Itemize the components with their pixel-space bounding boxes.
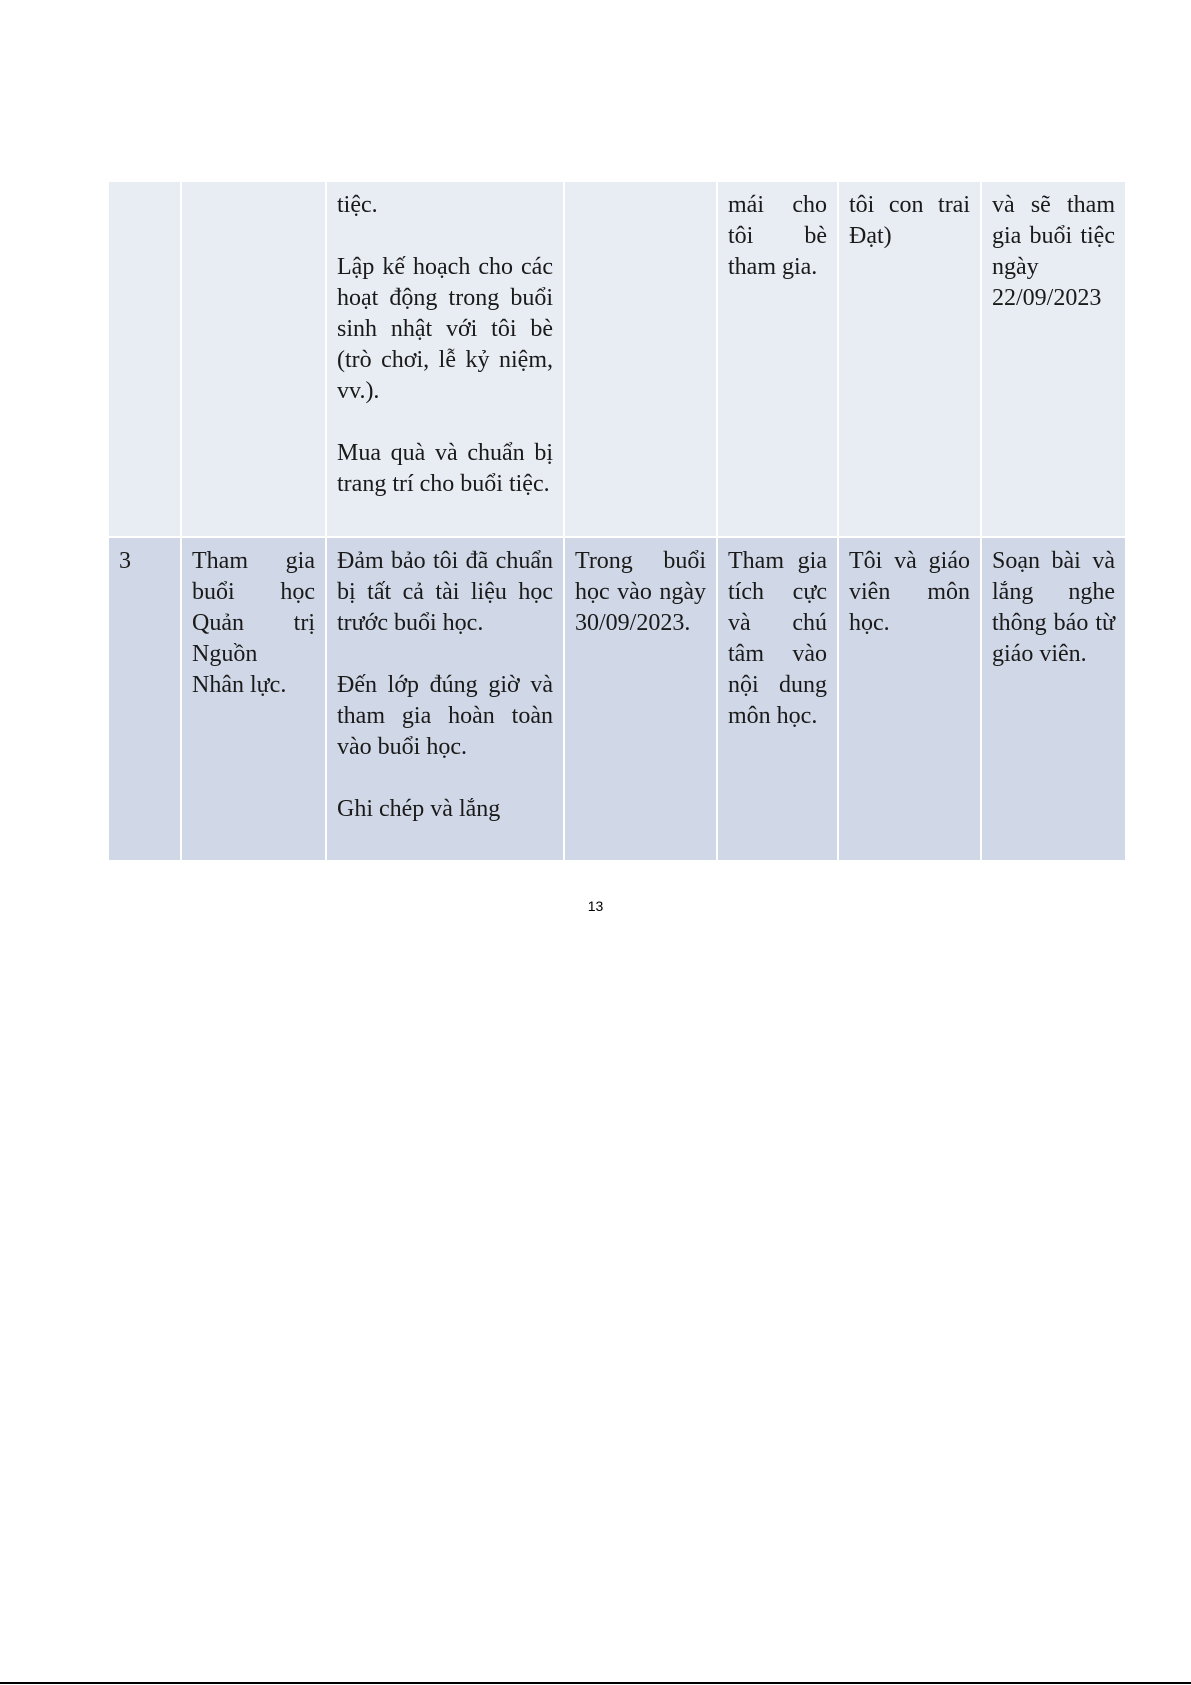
page-number: 13 bbox=[587, 898, 604, 914]
cell-goal: mái cho tôi bè tham gia. bbox=[718, 182, 837, 536]
cell-time bbox=[565, 182, 716, 536]
cell-result: và sẽ tham gia buổi tiệc ngày 22/09/2023 bbox=[982, 182, 1125, 536]
cell-result: Soạn bài và lắng nghe thông báo từ giáo viên. bbox=[982, 538, 1125, 860]
step-paragraph: Mua quà và chuẩn bị trang trí cho buổi tiệc. bbox=[337, 440, 553, 497]
plan-table bbox=[107, 180, 1127, 862]
bottom-divider bbox=[0, 1682, 1191, 1684]
cell-no bbox=[109, 182, 180, 536]
step-paragraph: tiệc. bbox=[337, 192, 378, 218]
step-paragraph: Ghi chép và lắng bbox=[337, 796, 501, 822]
table-row bbox=[109, 182, 1125, 536]
cell-people: Tôi và giáo viên môn học. bbox=[839, 538, 980, 860]
cell-steps bbox=[327, 538, 563, 860]
cell-no: 3 bbox=[109, 538, 180, 860]
cell-task bbox=[182, 182, 325, 536]
cell-goal: Tham gia tích cực và chú tâm vào nội dung môn học. bbox=[718, 538, 837, 860]
cell-time: Trong buổi học vào ngày 30/09/2023. bbox=[565, 538, 716, 860]
cell-steps bbox=[327, 182, 563, 536]
step-paragraph: Lập kế hoạch cho các hoạt động trong buổi sinh nhật với tôi bè (trò chơi, lễ kỷ niệm, vv.). bbox=[337, 254, 553, 404]
table-row bbox=[109, 538, 1125, 860]
step-paragraph: Đến lớp đúng giờ và tham gia hoàn toàn vào buổi học. bbox=[337, 672, 553, 760]
cell-task: Tham gia buổi học Quản trị Nguồn Nhân lực. bbox=[182, 538, 325, 860]
cell-people: tôi con trai Đạt) bbox=[839, 182, 980, 536]
step-paragraph: Đảm bảo tôi đã chuẩn bị tất cả tài liệu học trước buổi học. bbox=[337, 548, 553, 636]
